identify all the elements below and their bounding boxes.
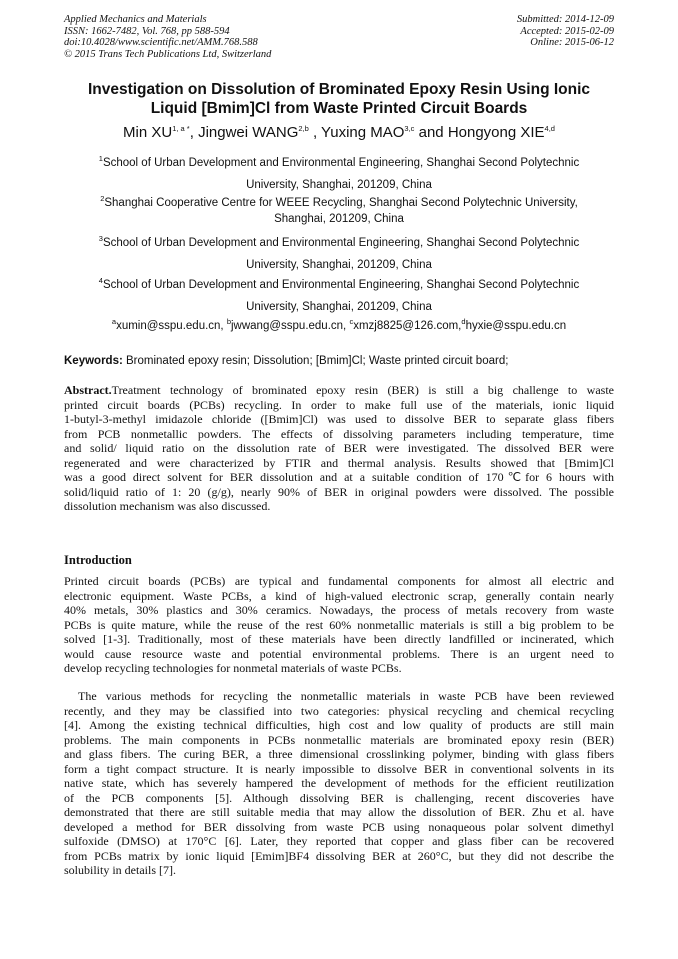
affiliation-line: University, Shanghai, 201209, China	[246, 301, 432, 313]
abstract-line: Treatment technology of brominated epoxy resin (BER) is still a big challenge to waste	[111, 383, 614, 397]
paragraph-line: electronic equipment. Waste PCBs, a kind of high-valued electronic scrap, generally contain nearly	[64, 588, 614, 603]
affiliation-line: School of Urban Development and Environmental Engineering, Shanghai Second Polytechnic	[102, 237, 580, 249]
paragraph-line: from PCBs matrix by ionic liquid [Emim]BF4 dissolving BER at 260°C, but they did not describe the	[64, 848, 614, 863]
email-address: xmzj8825@126.com,	[353, 320, 462, 332]
paragraph-line: 40% metals, 30% plastics and 30% ceramics. Nowadays, the process of metals recovery from waste	[64, 603, 614, 617]
affiliation-line: University, Shanghai, 201209, China	[246, 259, 432, 271]
paragraph-line: solubility in details [7].	[64, 863, 176, 877]
abstract-line: printed circuit boards (PCBs) recycling. In order to make full use of the materials, ionic liquid	[64, 397, 614, 412]
accepted-date: Accepted: 2015-02-09	[520, 25, 614, 37]
journal-name: Applied Mechanics and Materials	[64, 14, 207, 25]
author-name: Yuxing MAO	[321, 124, 405, 141]
affiliation-line: Shanghai Cooperative Centre for WEEE Recycling, Shanghai Second Polytechnic University,	[104, 197, 578, 209]
paragraph-line: native state, which has severely hampered the development of methods for the efficient reutilization	[64, 776, 614, 790]
title-line-2: Liquid [Bmim]Cl from Waste Printed Circuit Boards	[150, 100, 528, 117]
affiliation-1	[64, 152, 614, 196]
author-affil-mark: 1, a *	[172, 124, 190, 133]
submitted-date: Submitted: 2014-12-09	[516, 14, 614, 25]
paragraph-line: The various methods for recycling the nonmetallic materials in waste PCB have been reviewed	[78, 689, 614, 703]
email-address: jwwang@sspu.edu.cn,	[231, 320, 350, 332]
abstract-line: was a good direct solvent for BER dissolution and at a suitable condition of 170℃for 6 hours with	[64, 470, 614, 484]
abstract-label: Abstract.	[64, 383, 112, 397]
affiliation-line: Shanghai, 201209, China	[274, 213, 404, 225]
affiliation-mark: 4	[98, 276, 103, 286]
paragraph-line: and glass fibers. The curing BER, a three dimensional crosslinking polymer, binding with glass fibers	[64, 747, 614, 761]
affiliation-mark: 3	[98, 234, 103, 244]
affiliation-line: University, Shanghai, 201209, China	[246, 179, 432, 191]
journal-copyright: © 2015 Trans Tech Publications Ltd, Switzerland	[64, 48, 272, 60]
keywords-text: Brominated epoxy resin; Dissolution; [Bmim]Cl; Waste printed circuit board;	[122, 355, 509, 367]
affiliation-3	[64, 232, 614, 276]
paragraph-line: Printed circuit boards (PCBs) are typical and fundamental components for almost all electric and	[64, 574, 614, 588]
author-affil-mark: 2,b	[298, 124, 309, 133]
author-emails	[64, 318, 614, 334]
abstract	[64, 383, 614, 514]
author-list	[64, 124, 614, 142]
abstract-line: 1-butyl-3-methyl imidazole chloride ([Bmim]Cl) was used to dissolve BER to separate glass fibers	[64, 412, 614, 426]
paragraph-line: developed a method for BER dissolving from waste PCB using nonaqueous polar solvent dimethyl	[64, 819, 614, 834]
paragraph-line: develop recycling technologies for nonmetal materials of waste PCBs.	[64, 661, 402, 675]
email-mark: d	[461, 317, 466, 327]
author-separator: ,	[308, 124, 322, 141]
email-mark: c	[349, 317, 354, 327]
abstract-line: dissolution mechanism was also discussed.	[64, 499, 271, 513]
paragraph-line: recently, and they may be classified into two categories: physical recycling and chemical recycling	[64, 703, 614, 718]
author-name: Hongyong XIE	[447, 124, 545, 141]
affiliation-line: School of Urban Development and Environmental Engineering, Shanghai Second Polytechnic	[102, 279, 580, 291]
keywords	[64, 354, 614, 368]
email-address: xumin@sspu.edu.cn,	[116, 320, 227, 332]
affiliation-line: School of Urban Development and Environmental Engineering, Shanghai Second Polytechnic	[102, 157, 580, 169]
paragraph-line: PCBs is quite mature, while the reuse of the rest 60% nonmetallic materials is still a big problem to be	[64, 617, 614, 632]
intro-paragraph-2	[64, 689, 614, 878]
journal-issn: ISSN: 1662-7482, Vol. 768, pp 588-594	[64, 25, 230, 37]
abstract-line: from PCB nonmetallic powders. The effects of dissolving parameters including temperature, time	[64, 426, 614, 441]
email-mark: b	[226, 317, 231, 327]
intro-paragraph-1	[64, 574, 614, 676]
affiliation-4	[64, 274, 614, 318]
paragraph-line: demonstrated that there are still suitable media that may allow the dissolution of BER. Zhu et al. have	[64, 805, 614, 819]
email-address: hyxie@sspu.edu.cn	[465, 320, 567, 332]
paragraph-line: solved [1-3]. Traditionally, most of these materials have been directly landfilled or incinerated, which	[64, 632, 614, 646]
paragraph-line: problems. The main components in PCBs nonmetallic materials are brominated epoxy resin (BER)	[64, 732, 614, 747]
paper-title	[64, 80, 614, 118]
journal-info	[64, 14, 271, 60]
paragraph-line: would cause resource waste and potential environmental problems. There is an urgent need to	[64, 646, 614, 661]
author-affil-mark: 4,d	[544, 124, 555, 133]
affiliation-mark: 2	[100, 194, 105, 204]
title-line-1: Investigation on Dissolution of Brominated Epoxy Resin Using Ionic	[87, 81, 591, 98]
abstract-line: regenerated and were characterized by FTIR and thermal analysis. Results showed that [Bmim]Cl	[64, 455, 614, 470]
email-mark: a	[111, 317, 117, 327]
publication-dates	[517, 14, 614, 49]
paragraph-line: form a tight compact structure. It is nearly impossible to dissolve BER in conventional solvents in its	[64, 761, 614, 776]
abstract-line: solid/liquid ratio of 1: 20 (g/g), nearly 90% of BER in original powders were dissolved. The possible	[64, 484, 614, 499]
section-heading-introduction: Introduction	[64, 553, 132, 567]
journal-doi: doi:10.4028/www.scientific.net/AMM.768.588	[64, 37, 258, 48]
author-name: Jingwei WANG	[198, 124, 299, 141]
paragraph-line: sulfoxide (DMSO) at 170°C [6]. Later, they reported that copper and glass fiber can be recovered	[64, 834, 614, 848]
abstract-line: and solid/ liquid ratio on the dissolution rate of BER were investigated. The dissolved BER were	[64, 441, 614, 455]
author-separator: and	[414, 124, 448, 141]
affiliation-mark: 1	[98, 154, 103, 164]
author-affil-mark: 3,c	[404, 124, 415, 133]
author-name: Min XU	[123, 124, 173, 141]
online-date: Online: 2015-06-12	[530, 37, 614, 48]
author-separator: ,	[189, 124, 199, 141]
affiliation-2	[64, 195, 614, 227]
paragraph-line: of the PCB components [5]. Although dissolving BER is challenging, recent discoveries have	[64, 790, 614, 805]
paragraph-line: [4]. Among the existing technical difficulties, high cost and low quality of products are still main	[64, 718, 614, 732]
keywords-label: Keywords:	[64, 355, 123, 367]
